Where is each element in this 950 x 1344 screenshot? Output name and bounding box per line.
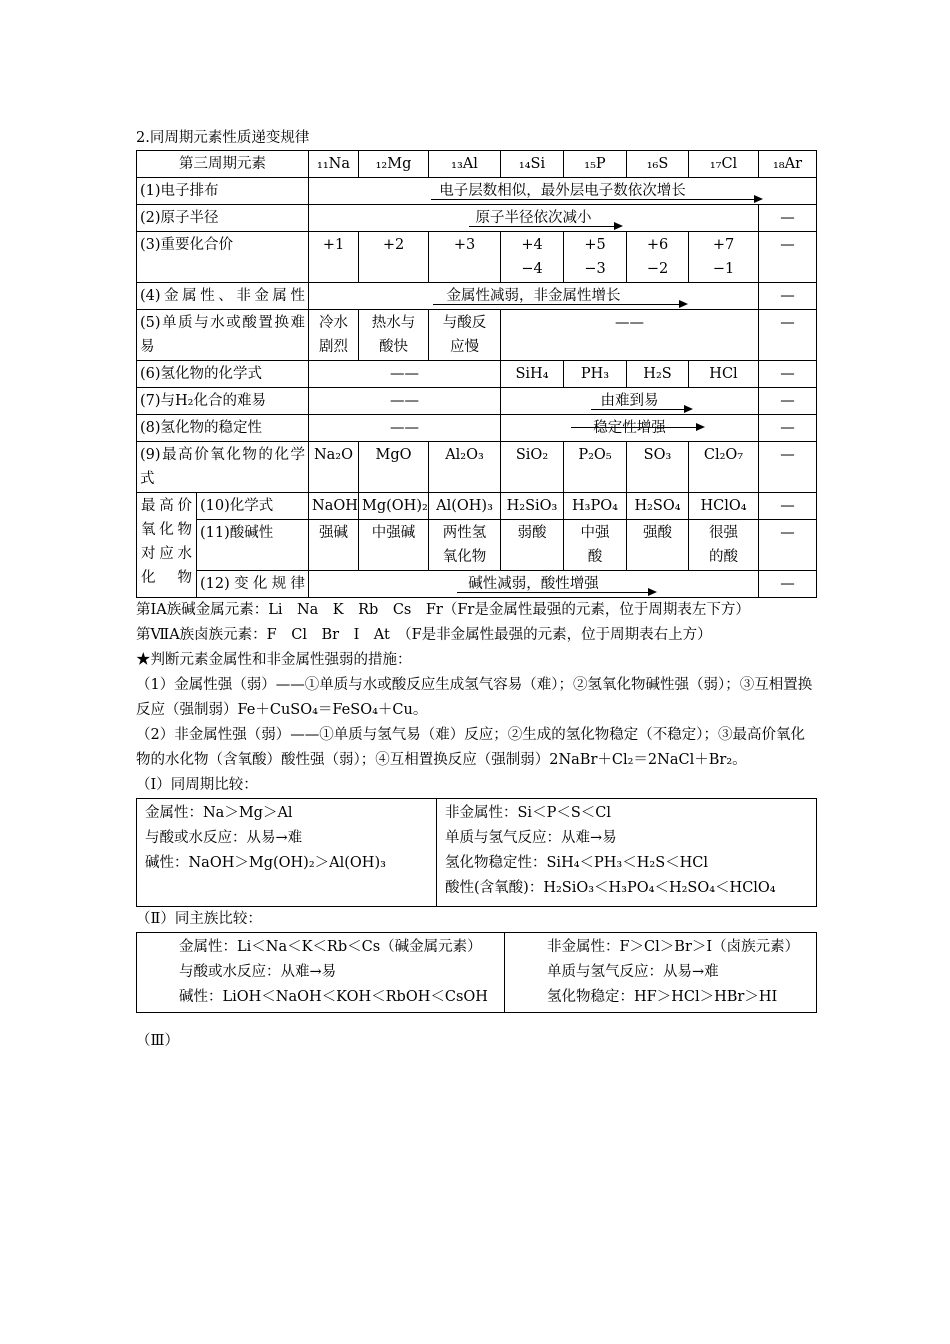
page xyxy=(136,126,816,1054)
row-h2-combination xyxy=(137,388,817,415)
compare1-right-1: 非金属性：Si＜P＜S＜Cl xyxy=(445,805,611,821)
same-period-compare-table xyxy=(136,798,817,907)
row2-label: (2)原子半径 xyxy=(137,205,309,232)
element-cl: ₁₇Cl xyxy=(689,151,759,178)
row3-ar: — xyxy=(759,232,817,283)
row6-cl: HCl xyxy=(689,361,759,388)
row10-mg: Mg(OH)₂ xyxy=(359,493,429,520)
compare1-left-2: 与酸或水反应：从易→难 xyxy=(145,830,303,846)
element-na: ₁₁Na xyxy=(309,151,359,178)
element-si: ₁₄Si xyxy=(501,151,564,178)
row3-al: +3 xyxy=(429,232,501,283)
compare2-left-3: 碱性：LiOH＜NaOH＜KOH＜RbOH＜CsOH xyxy=(179,989,488,1005)
row-trend xyxy=(137,571,817,598)
same-group-nonmetal xyxy=(505,933,817,1013)
row8-text: 稳定性增强 xyxy=(593,420,666,436)
compare1-right-4: 酸性(含氧酸)：H₂SiO₃＜H₃PO₄＜H₂SO₄＜HClO₄ xyxy=(445,880,776,896)
same-period-title: （Ⅰ）同周期比较： xyxy=(136,777,258,793)
row7-metals: —— xyxy=(309,388,501,415)
row11-na: 强碱 xyxy=(309,520,359,571)
header-row xyxy=(137,151,817,178)
row5-na: 冷水剧烈 xyxy=(309,310,359,361)
row4-cell xyxy=(309,283,759,310)
row2-ar: — xyxy=(759,205,817,232)
row10-si: H₂SiO₃ xyxy=(501,493,564,520)
compare2-left-2: 与酸或水反应：从难→易 xyxy=(179,964,337,980)
row9-label: (9)最高价氧化物的化学式 xyxy=(137,442,309,493)
hydrate-label: 最高价氧化物对应水化物 xyxy=(137,493,197,598)
row5-mg: 热水与酸快 xyxy=(359,310,429,361)
row9-s: SO₃ xyxy=(627,442,689,493)
row7-arrow xyxy=(591,409,691,410)
row9-p: P₂O₅ xyxy=(564,442,627,493)
row8-cell xyxy=(501,415,759,442)
row7-cell xyxy=(501,388,759,415)
row6-p: PH₃ xyxy=(564,361,627,388)
nonmetallic-method-text: （2）非金属性强（弱）——①单质与氢气易（难）反应；②生成的氢化物稳定（不稳定）；③最高价氧化物的水化物（含氧酸）酸性强（弱）；④互相置换反应（强制弱）2NaBr＋Cl₂＝2NaCl＋Br₂。 xyxy=(136,727,805,768)
compare1-right-2: 单质与氢气反应：从难→易 xyxy=(445,830,617,846)
compare2-right-2: 单质与氢气反应：从易→难 xyxy=(547,964,719,980)
row6-s: H₂S xyxy=(627,361,689,388)
period3-table xyxy=(136,150,817,598)
compare1-right-3: 氢化物稳定性：SiH₄＜PH₃＜H₂S＜HCl xyxy=(445,855,709,871)
compare2-right-3: 氢化物稳定：HF＞HCl＞HBr＞HI xyxy=(547,989,778,1005)
row11-mg: 中强碱 xyxy=(359,520,429,571)
row3-si: +4 −4 xyxy=(501,232,564,283)
row10-label: (10)化学式 xyxy=(197,493,309,520)
element-al: ₁₃Al xyxy=(429,151,501,178)
element-mg: ₁₂Mg xyxy=(359,151,429,178)
section-iii-label: （Ⅲ） xyxy=(136,1033,179,1049)
row5-label: (5)单质与水或酸置换难易 xyxy=(137,310,309,361)
row9-cl: Cl₂O₇ xyxy=(689,442,759,493)
row5-ar: — xyxy=(759,310,817,361)
row3-mg: +2 xyxy=(359,232,429,283)
row1-arrow xyxy=(431,199,761,200)
row8-label: (8)氢化物的稳定性 xyxy=(137,415,309,442)
row10-al: Al(OH)₃ xyxy=(429,493,501,520)
row9-si: SiO₂ xyxy=(501,442,564,493)
row11-si: 弱酸 xyxy=(501,520,564,571)
section-title: 2.同周期元素性质递变规律 xyxy=(136,130,310,146)
row4-label: (4)金属性、非金属性 xyxy=(137,283,309,310)
row4-ar: — xyxy=(759,283,817,310)
row11-p: 中强酸 xyxy=(564,520,627,571)
row7-label: (7)与H₂化合的难易 xyxy=(137,388,309,415)
row-valence xyxy=(137,232,817,283)
row8-arrow xyxy=(571,427,703,428)
row1-label: (1)电子排布 xyxy=(137,178,309,205)
row10-ar: — xyxy=(759,493,817,520)
row3-cl: +7 −1 xyxy=(689,232,759,283)
row-atomic-radius xyxy=(137,205,817,232)
row12-ar: — xyxy=(759,571,817,598)
metallic-method-text: （1）金属性强（弱）——①单质与水或酸反应生成氢气容易（难）；②氢氧化物碱性强（弱）；③互相置换反应（强制弱）Fe＋CuSO₄＝FeSO₄＋Cu。 xyxy=(136,677,813,718)
row8-metals: —— xyxy=(309,415,501,442)
row-hydride-stability xyxy=(137,415,817,442)
row11-cl: 很强的酸 xyxy=(689,520,759,571)
row12-text: 碱性减弱，酸性增强 xyxy=(468,576,599,592)
row4-arrow xyxy=(433,304,686,305)
row4-text: 金属性减弱，非金属性增长 xyxy=(446,288,621,304)
element-ar: ₁₈Ar xyxy=(759,151,817,178)
row2-arrow xyxy=(469,226,621,227)
halogen-group-text: 第ⅦA族卤族元素：F Cl Br I At （F是非金属性最强的元素，位于周期表右上方） xyxy=(136,627,712,643)
same-group-metal xyxy=(137,933,505,1013)
row8-ar: — xyxy=(759,415,817,442)
row12-arrow xyxy=(457,592,655,593)
row10-p: H₃PO₄ xyxy=(564,493,627,520)
row3-s: +6 −2 xyxy=(627,232,689,283)
alkali-group-text: 第ⅠA族碱金属元素：Li Na K Rb Cs Fr（Fr是金属性最强的元素，位于周期表左下方） xyxy=(136,602,750,618)
row-displacement xyxy=(137,310,817,361)
row-electron-config xyxy=(137,178,817,205)
row2-cell xyxy=(309,205,759,232)
row9-al: Al₂O₃ xyxy=(429,442,501,493)
row11-s: 强酸 xyxy=(627,520,689,571)
row10-s: H₂SO₄ xyxy=(627,493,689,520)
row10-cl: HClO₄ xyxy=(689,493,759,520)
row9-mg: MgO xyxy=(359,442,429,493)
row11-al: 两性氢氧化物 xyxy=(429,520,501,571)
methods-heading: ★判断元素金属性和非金属性强弱的措施： xyxy=(136,652,412,668)
header-label: 第三周期元素 xyxy=(137,151,309,178)
row-acidity xyxy=(137,520,817,571)
element-s: ₁₆S xyxy=(627,151,689,178)
row-hydride-formula xyxy=(137,361,817,388)
row12-label: (12)变化规律 xyxy=(197,571,309,598)
compare1-left-1: 金属性：Na＞Mg＞Al xyxy=(145,805,293,821)
row5-al: 与酸反应慢 xyxy=(429,310,501,361)
row9-na: Na₂O xyxy=(309,442,359,493)
row6-si: SiH₄ xyxy=(501,361,564,388)
compare2-right-1: 非金属性：F＞Cl＞Br＞I（卤族元素） xyxy=(547,939,800,955)
same-period-nonmetal xyxy=(437,799,817,907)
row11-label: (11)酸碱性 xyxy=(197,520,309,571)
row6-metals: —— xyxy=(309,361,501,388)
row-hydrate-formula xyxy=(137,493,817,520)
compare2-left-1: 金属性：Li＜Na＜K＜Rb＜Cs（碱金属元素） xyxy=(179,939,482,955)
row-oxide-formula xyxy=(137,442,817,493)
element-p: ₁₅P xyxy=(564,151,627,178)
row5-rest: —— xyxy=(501,310,759,361)
row7-ar: — xyxy=(759,388,817,415)
same-period-metal xyxy=(137,799,437,907)
row3-na: +1 xyxy=(309,232,359,283)
row3-label: (3)重要化合价 xyxy=(137,232,309,283)
compare1-left-3: 碱性：NaOH＞Mg(OH)₂＞Al(OH)₃ xyxy=(145,855,386,871)
same-group-title: （Ⅱ）同主族比较： xyxy=(136,911,262,927)
row1-text: 电子层数相似，最外层电子数依次增长 xyxy=(439,183,686,199)
same-group-compare-table xyxy=(136,932,817,1013)
row-metallicity xyxy=(137,283,817,310)
row9-ar: — xyxy=(759,442,817,493)
row1-cell xyxy=(309,178,817,205)
row12-cell xyxy=(309,571,759,598)
row7-text: 由难到易 xyxy=(600,393,659,409)
row11-ar: — xyxy=(759,520,817,571)
row3-p: +5 −3 xyxy=(564,232,627,283)
row2-text: 原子半径依次减小 xyxy=(475,210,592,226)
row10-na: NaOH xyxy=(309,493,359,520)
row6-label: (6)氢化物的化学式 xyxy=(137,361,309,388)
row6-ar: — xyxy=(759,361,817,388)
